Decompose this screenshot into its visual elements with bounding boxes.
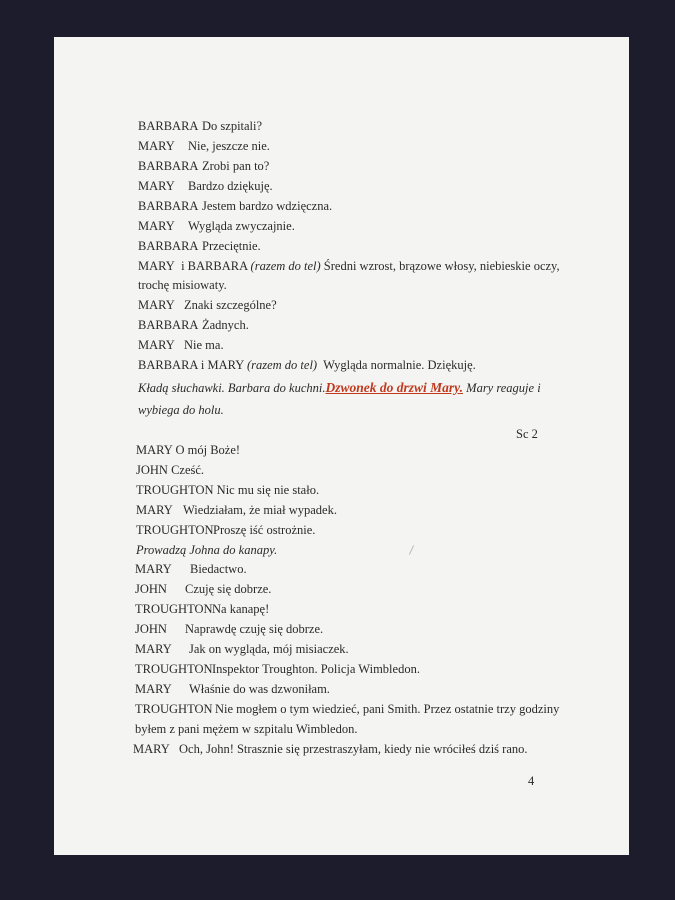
line-text: O mój Boże! [175,443,241,457]
doorbell-cue: Dzwonek do drzwi Mary. [325,380,464,395]
speaker: BARBARA [138,159,199,173]
line-text: Czuję się dobrze. [185,582,272,596]
dialogue-line [135,561,247,577]
stage-direction-text: wybiega do holu. [138,403,224,417]
dialogue-line [138,118,262,134]
dialogue-line [135,621,323,637]
dialogue-line [135,661,420,677]
speaker: JOHN [135,622,167,636]
line-text: Jak on wygląda, mój misiaczek. [189,642,349,656]
speaker: BARBARA [138,199,199,213]
scan-mark [409,545,414,554]
line-text: Nie mogłem o tym wiedzieć, pani Smith. Przez ostatnie trzy godziny [215,702,560,716]
speaker: MARY [138,139,175,153]
stage-direction-inline: (razem do tel) [250,259,321,273]
dialogue-line [138,357,476,373]
speaker: BARBARA [138,119,199,133]
line-text: Och, John! Strasznie się przestraszyłam, kiedy nie wróciłeś dziś rano. [179,742,528,756]
stage-direction-continuation [138,402,224,418]
dialogue-line [135,641,349,657]
dialogue-line [136,442,240,458]
speaker: BARBARA i MARY [138,358,244,372]
dialogue-line [138,198,332,214]
dialogue-line [138,178,273,194]
dialogue-line [138,158,269,174]
speaker-joint: i BARBARA [181,259,248,273]
line-text: Nie, jeszcze nie. [188,139,270,153]
speaker: MARY [138,179,175,193]
speaker: MARY [133,742,170,756]
dialogue-line [138,138,270,154]
speaker: JOHN [135,582,167,596]
speaker: MARY [138,338,175,352]
speaker: MARY [136,443,173,457]
dialogue-line-continuation [135,721,357,737]
dialogue-line [135,601,269,617]
speaker: TROUGHTON [135,702,213,716]
speaker: TROUGHTON [136,523,214,537]
dialogue-line [136,462,204,478]
speaker: BARBARA [138,239,199,253]
stage-direction [138,380,541,396]
dialogue-line [138,258,560,274]
dialogue-line [135,581,271,597]
speaker: MARY [138,298,175,312]
stage-direction-text: Prowadzą Johna do kanapy. [136,543,278,557]
dialogue-line [138,297,277,313]
dialogue-line [136,502,337,518]
line-text: Cześć. [171,463,205,477]
dialogue-line [138,317,249,333]
dialogue-line [138,337,224,353]
line-text: Właśnie do was dzwoniłam. [189,682,330,696]
line-text: Na kanapę! [212,602,270,616]
line-text: Średni wzrost, brązowe włosy, niebieskie oczy, [323,259,560,273]
scene-marker: Sc 2 [516,427,538,441]
speaker: MARY [135,642,172,656]
speaker: MARY [138,259,175,273]
line-text: Do szpitali? [202,119,263,133]
page-number: 4 [528,774,535,788]
dialogue-line [135,701,559,717]
speaker: MARY [135,562,172,576]
line-text: trochę misiowaty. [138,278,227,292]
dialogue-line [136,482,319,498]
dialogue-line [138,238,261,254]
line-text: Znaki szczególne? [184,298,277,312]
line-text: byłem z pani mężem w szpitalu Wimbledon. [135,722,358,736]
line-text: Naprawdę czuję się dobrze. [185,622,324,636]
speaker: TROUGHTON [135,602,213,616]
speaker: BARBARA [138,318,199,332]
line-text: Jestem bardzo wdzięczna. [202,199,333,213]
line-text: Żadnych. [202,318,249,332]
stage-direction [136,542,277,558]
line-text: Zrobi pan to? [202,159,270,173]
dialogue-line [135,681,330,697]
line-text: Wygląda normalnie. Dziękuję. [323,358,476,372]
speaker: MARY [138,219,175,233]
line-text: Proszę iść ostrożnie. [213,523,316,537]
stage-direction-inline: (razem do tel) [246,358,318,372]
script-page [54,37,629,855]
stage-direction-text: Mary reaguje i [466,381,541,395]
dialogue-line [138,218,295,234]
line-text: Inspektor Troughton. Policja Wimbledon. [212,662,420,676]
speaker: MARY [135,682,172,696]
speaker: TROUGHTON [135,662,213,676]
line-text: Bardzo dziękuję. [188,179,273,193]
line-text: Wiedziałam, że miał wypadek. [183,503,337,517]
line-text: Nic mu się nie stało. [216,483,320,497]
dialogue-line-continuation [138,277,227,293]
dialogue-line [136,522,315,538]
speaker: MARY [136,503,173,517]
speaker: JOHN [136,463,168,477]
speaker: TROUGHTON [136,483,214,497]
line-text: Przeciętnie. [202,239,261,253]
stage-direction-text: Kładą słuchawki. Barbara do kuchni. [138,381,326,395]
dialogue-line [133,741,528,757]
line-text: Biedactwo. [190,562,247,576]
line-text: Nie ma. [184,338,224,352]
line-text: Wygląda zwyczajnie. [188,219,295,233]
